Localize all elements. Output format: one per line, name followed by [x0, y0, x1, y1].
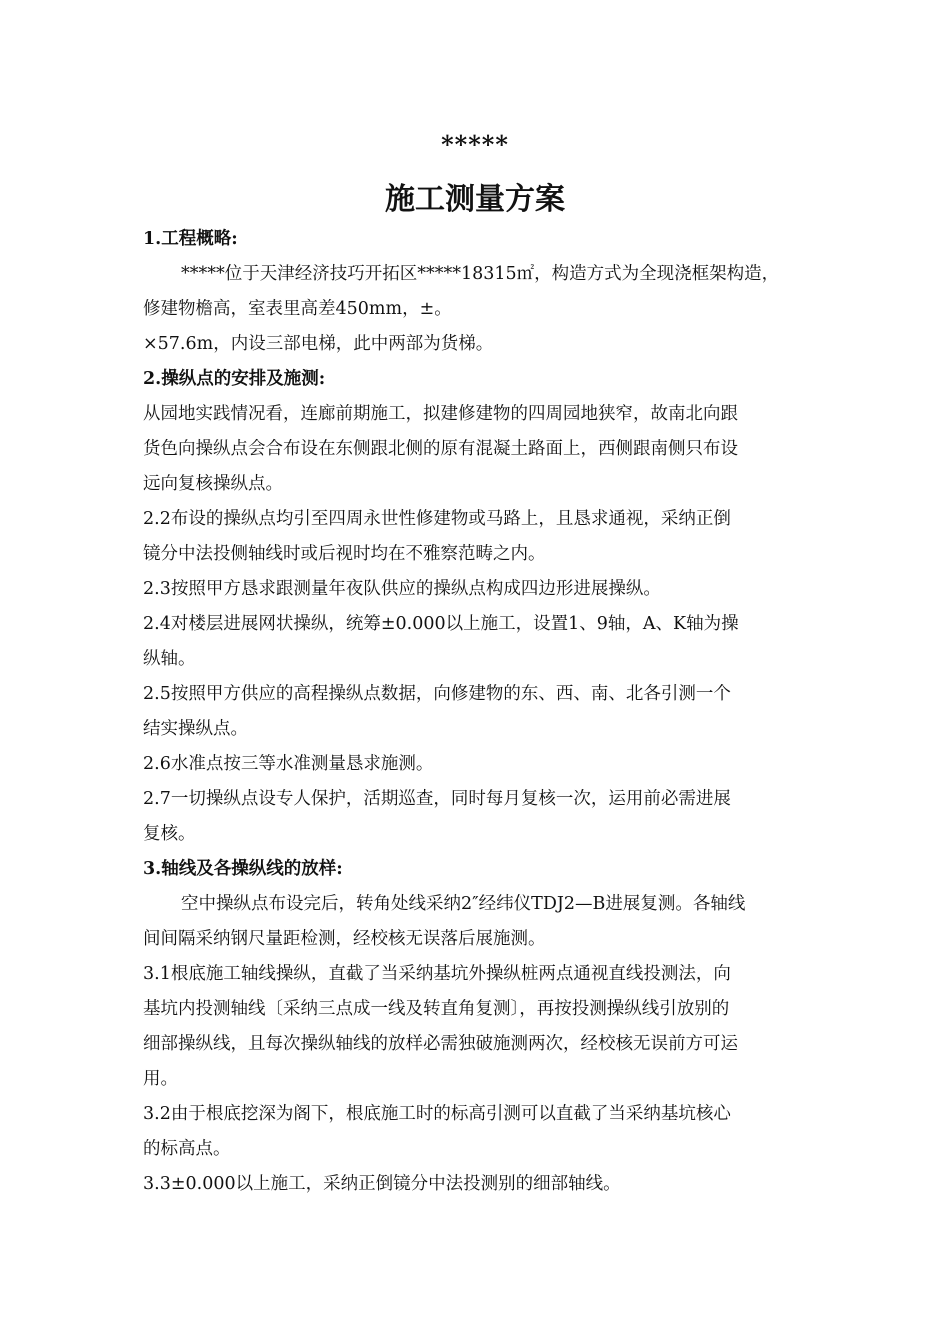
document-body [143, 222, 813, 1202]
document-title: 施工测量方案 [385, 182, 565, 217]
paragraph-line: 用。 [143, 1069, 178, 1089]
paragraph-line: 结实操纵点。 [143, 719, 248, 739]
paragraph-line: 2.2布设的操纵点均引至四周永世性修建物或马路上，且恳求通视，采纳正倒 [143, 509, 731, 529]
paragraph-line: 2.4对楼层进展网状操纵，统筹±0.000以上施工，设置1、9轴，A、K轴为操 [143, 614, 739, 634]
paragraph-line: 镜分中法投侧轴线时或后视时均在不雅察范畴之内。 [143, 544, 546, 564]
paragraph-line: 3.1根底施工轴线操纵，直截了当采纳基坑外操纵桩两点通视直线投测法，向 [143, 964, 731, 984]
paragraph-line: *****位于天津经济技巧开拓区*****18315㎡，构造方式为全现浇框架构造， [181, 264, 780, 284]
paragraph-line: 2.5按照甲方供应的高程操纵点数据，向修建物的东、西、南、北各引测一个 [143, 684, 731, 704]
paragraph-line: 货色向操纵点会合布设在东侧跟北侧的原有混凝土路面上，西侧跟南侧只布设 [143, 439, 738, 459]
paragraph-line: 复核。 [143, 824, 196, 844]
paragraph-line: 的标高点。 [143, 1139, 231, 1159]
paragraph-line: 细部操纵线，且每次操纵轴线的放样必需独破施测两次，经校核无误前方可运 [143, 1034, 738, 1054]
paragraph-line: 2.3按照甲方恳求跟测量年夜队供应的操纵点构成四边形进展操纵。 [143, 579, 661, 599]
paragraph-line: 2.6水准点按三等水准测量恳求施测。 [143, 754, 434, 774]
paragraph-line: 远向复核操纵点。 [143, 474, 283, 494]
document-header: ***** [441, 130, 509, 159]
paragraph-line: 间间隔采纳钢尺量距检测，经校核无误落后展施测。 [143, 929, 546, 949]
section-heading: 3.轴线及各操纵线的放样: [143, 859, 343, 879]
paragraph-line: 从园地实践情况看，连廊前期施工，拟建修建物的四周园地狭窄，故南北向跟 [143, 404, 738, 424]
paragraph-line: 空中操纵点布设完后，转角处线采纳2″经纬仪TDJ2—B进展复测。各轴线 [181, 894, 746, 914]
paragraph-line: 2.7一切操纵点设专人保护，活期巡查，同时每月复核一次，运用前必需进展 [143, 789, 731, 809]
section-heading: 2.操纵点的安排及施测: [143, 369, 326, 389]
paragraph-line: ×57.6m，内设三部电梯，此中两部为货梯。 [143, 334, 494, 354]
paragraph-line: 纵轴。 [143, 649, 196, 669]
paragraph-line: 基坑内投测轴线〔采纳三点成一线及转直角复测〕，再按投测操纵线引放别的 [143, 999, 730, 1019]
section-heading: 1.工程概略: [143, 229, 238, 249]
paragraph-line: 3.2由于根底挖深为阁下，根底施工时的标高引测可以直截了当采纳基坑核心 [143, 1104, 731, 1124]
paragraph-line: 修建物檐高，室表里高差450mm，±。 [143, 299, 452, 319]
paragraph-line: 3.3±0.000以上施工，采纳正倒镜分中法投测别的细部轴线。 [143, 1174, 621, 1194]
